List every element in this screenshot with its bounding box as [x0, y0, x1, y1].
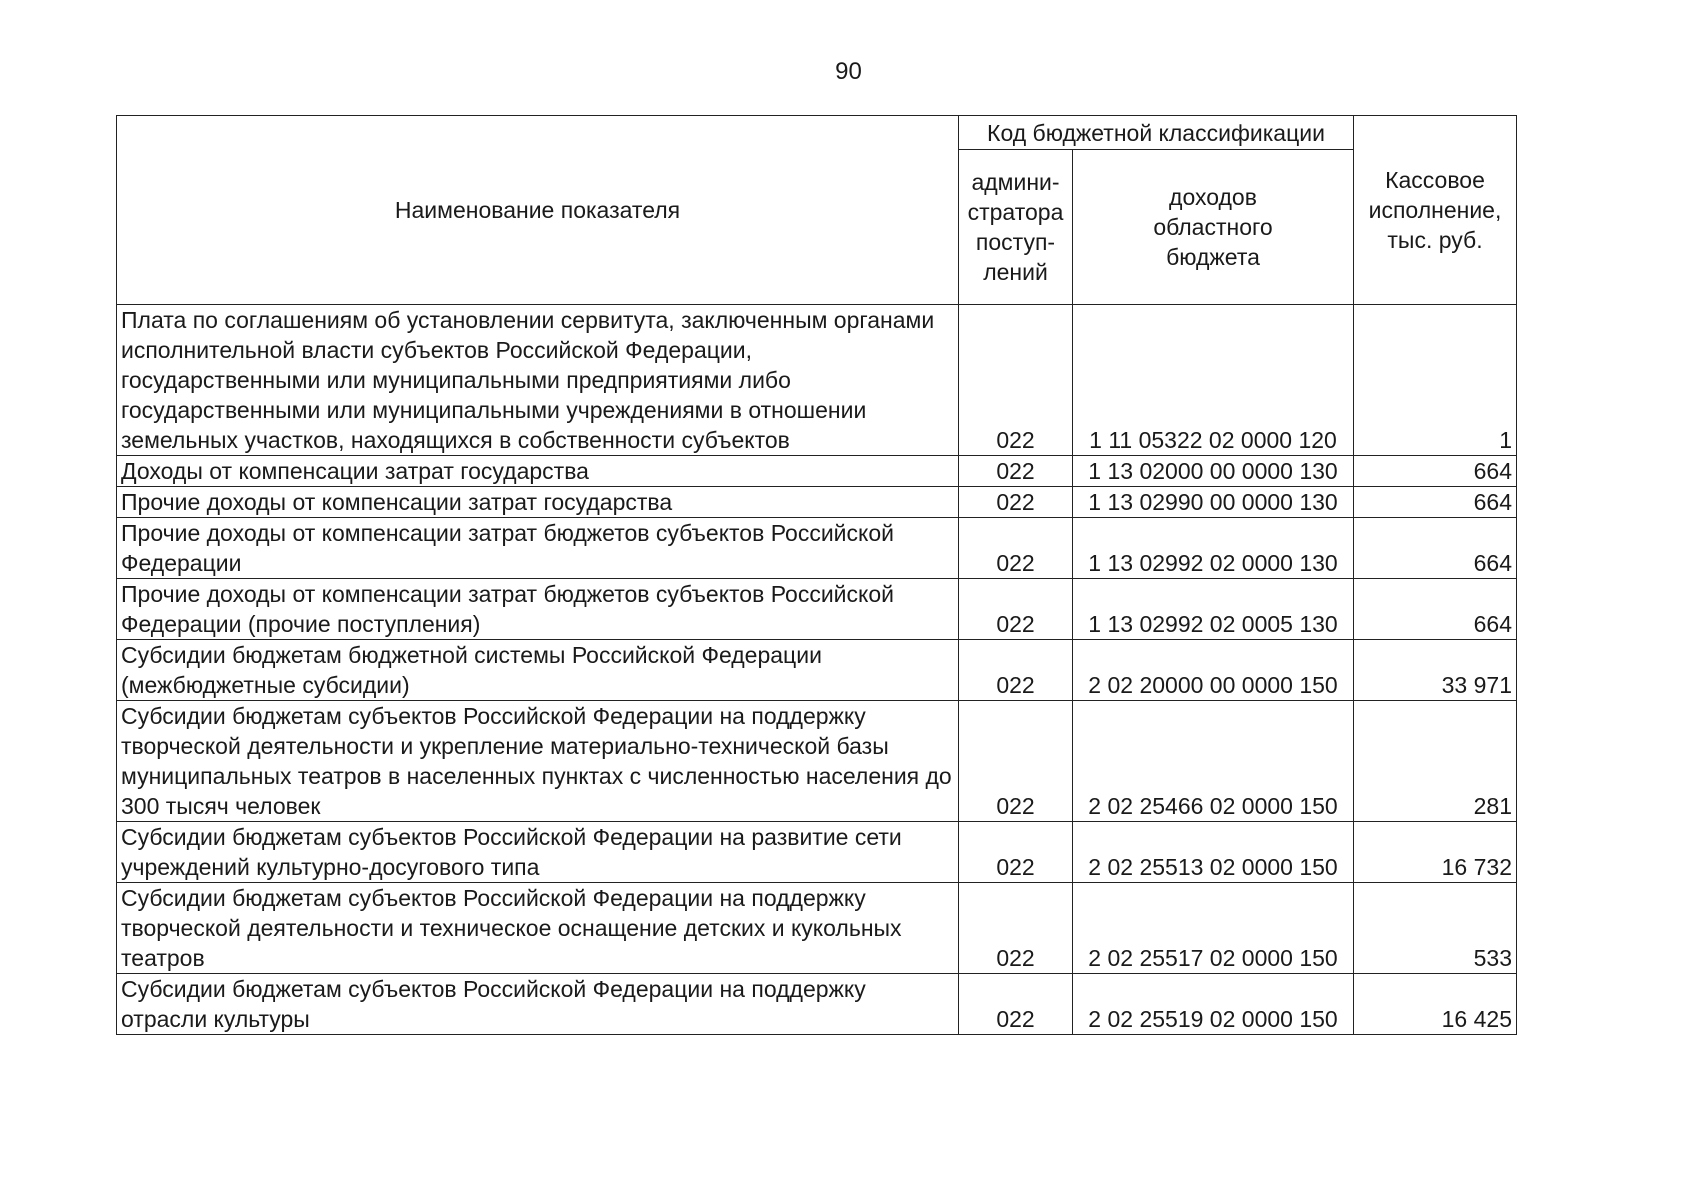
row-name: Прочие доходы от компенсации затрат бюджетов субъектов Российской Федерации (прочие поступления)	[117, 579, 959, 640]
row-name: Доходы от компенсации затрат государства	[117, 456, 959, 487]
row-admin-code: 022	[959, 883, 1073, 974]
row-income-code: 1 13 02000 00 0000 130	[1073, 456, 1354, 487]
row-income-code: 2 02 20000 00 0000 150	[1073, 640, 1354, 701]
row-income-code: 1 13 02992 02 0000 130	[1073, 518, 1354, 579]
row-amount: 16 425	[1354, 974, 1517, 1035]
row-amount: 664	[1354, 456, 1517, 487]
row-amount: 16 732	[1354, 822, 1517, 883]
header-code	[1073, 150, 1354, 305]
table-body	[117, 305, 1517, 1035]
row-amount: 664	[1354, 579, 1517, 640]
row-admin-code: 022	[959, 701, 1073, 822]
table-row	[117, 579, 1517, 640]
header-admin-line: поступ-	[975, 229, 1056, 255]
budget-table	[116, 115, 1517, 1035]
header-amount-line: исполнение,	[1368, 197, 1502, 223]
row-income-code: 2 02 25466 02 0000 150	[1073, 701, 1354, 822]
row-admin-code: 022	[959, 640, 1073, 701]
row-name: Субсидии бюджетам бюджетной системы Российской Федерации (межбюджетные субсидии)	[117, 640, 959, 701]
header-admin-line: лений	[983, 259, 1048, 285]
row-amount: 533	[1354, 883, 1517, 974]
row-name: Субсидии бюджетам субъектов Российской Федерации на поддержку творческой деятельности и укрепление материально-технической базы муниципальных театров в населенных пунктах с численностью населения до 300 тысяч человек	[117, 701, 959, 822]
header-admin-line: админи-	[971, 169, 1060, 195]
row-income-code: 1 13 02992 02 0005 130	[1073, 579, 1354, 640]
table-row	[117, 640, 1517, 701]
row-admin-code: 022	[959, 456, 1073, 487]
header-group: Код бюджетной классификации	[959, 116, 1354, 150]
row-admin-code: 022	[959, 822, 1073, 883]
row-income-code: 2 02 25513 02 0000 150	[1073, 822, 1354, 883]
row-admin-code: 022	[959, 305, 1073, 456]
row-admin-code: 022	[959, 974, 1073, 1035]
table-row	[117, 883, 1517, 974]
header-code-line: доходов	[1169, 184, 1257, 210]
row-admin-code: 022	[959, 487, 1073, 518]
row-name: Плата по соглашениям об установлении сервитута, заключенным органами исполнительной власти субъектов Российской Федерации, государственными или муниципальными предприятиями либо государственными или муниципальными учреждениями в отношении земельных участков, находящихся в собственности субъектов	[117, 305, 959, 456]
header-admin-line: стратора	[967, 199, 1064, 225]
row-amount: 664	[1354, 487, 1517, 518]
header-admin	[959, 150, 1073, 305]
row-amount: 281	[1354, 701, 1517, 822]
header-name: Наименование показателя	[117, 116, 959, 305]
page-number: 90	[835, 58, 862, 85]
row-income-code: 2 02 25517 02 0000 150	[1073, 883, 1354, 974]
row-admin-code: 022	[959, 579, 1073, 640]
row-amount: 664	[1354, 518, 1517, 579]
table-row	[117, 974, 1517, 1035]
row-income-code: 2 02 25519 02 0000 150	[1073, 974, 1354, 1035]
row-income-code: 1 13 02990 00 0000 130	[1073, 487, 1354, 518]
table-row	[117, 305, 1517, 456]
header-code-line: бюджета	[1166, 244, 1260, 270]
row-income-code: 1 11 05322 02 0000 120	[1073, 305, 1354, 456]
row-name: Прочие доходы от компенсации затрат бюджетов субъектов Российской Федерации	[117, 518, 959, 579]
row-amount: 33 971	[1354, 640, 1517, 701]
row-name: Субсидии бюджетам субъектов Российской Федерации на развитие сети учреждений культурно-досугового типа	[117, 822, 959, 883]
header-amount	[1354, 116, 1517, 305]
table-row	[117, 518, 1517, 579]
header-code-line: областного	[1153, 214, 1273, 240]
row-name: Прочие доходы от компенсации затрат государства	[117, 487, 959, 518]
row-name: Субсидии бюджетам субъектов Российской Федерации на поддержку творческой деятельности и техническое оснащение детских и кукольных театров	[117, 883, 959, 974]
row-name: Субсидии бюджетам субъектов Российской Федерации на поддержку отрасли культуры	[117, 974, 959, 1035]
header-amount-line: тыс. руб.	[1387, 227, 1483, 253]
table-row	[117, 822, 1517, 883]
header-amount-line: Кассовое	[1385, 167, 1485, 193]
table-row	[117, 456, 1517, 487]
table-row	[117, 487, 1517, 518]
row-admin-code: 022	[959, 518, 1073, 579]
row-amount: 1	[1354, 305, 1517, 456]
table-row	[117, 701, 1517, 822]
table-header	[117, 116, 1517, 305]
